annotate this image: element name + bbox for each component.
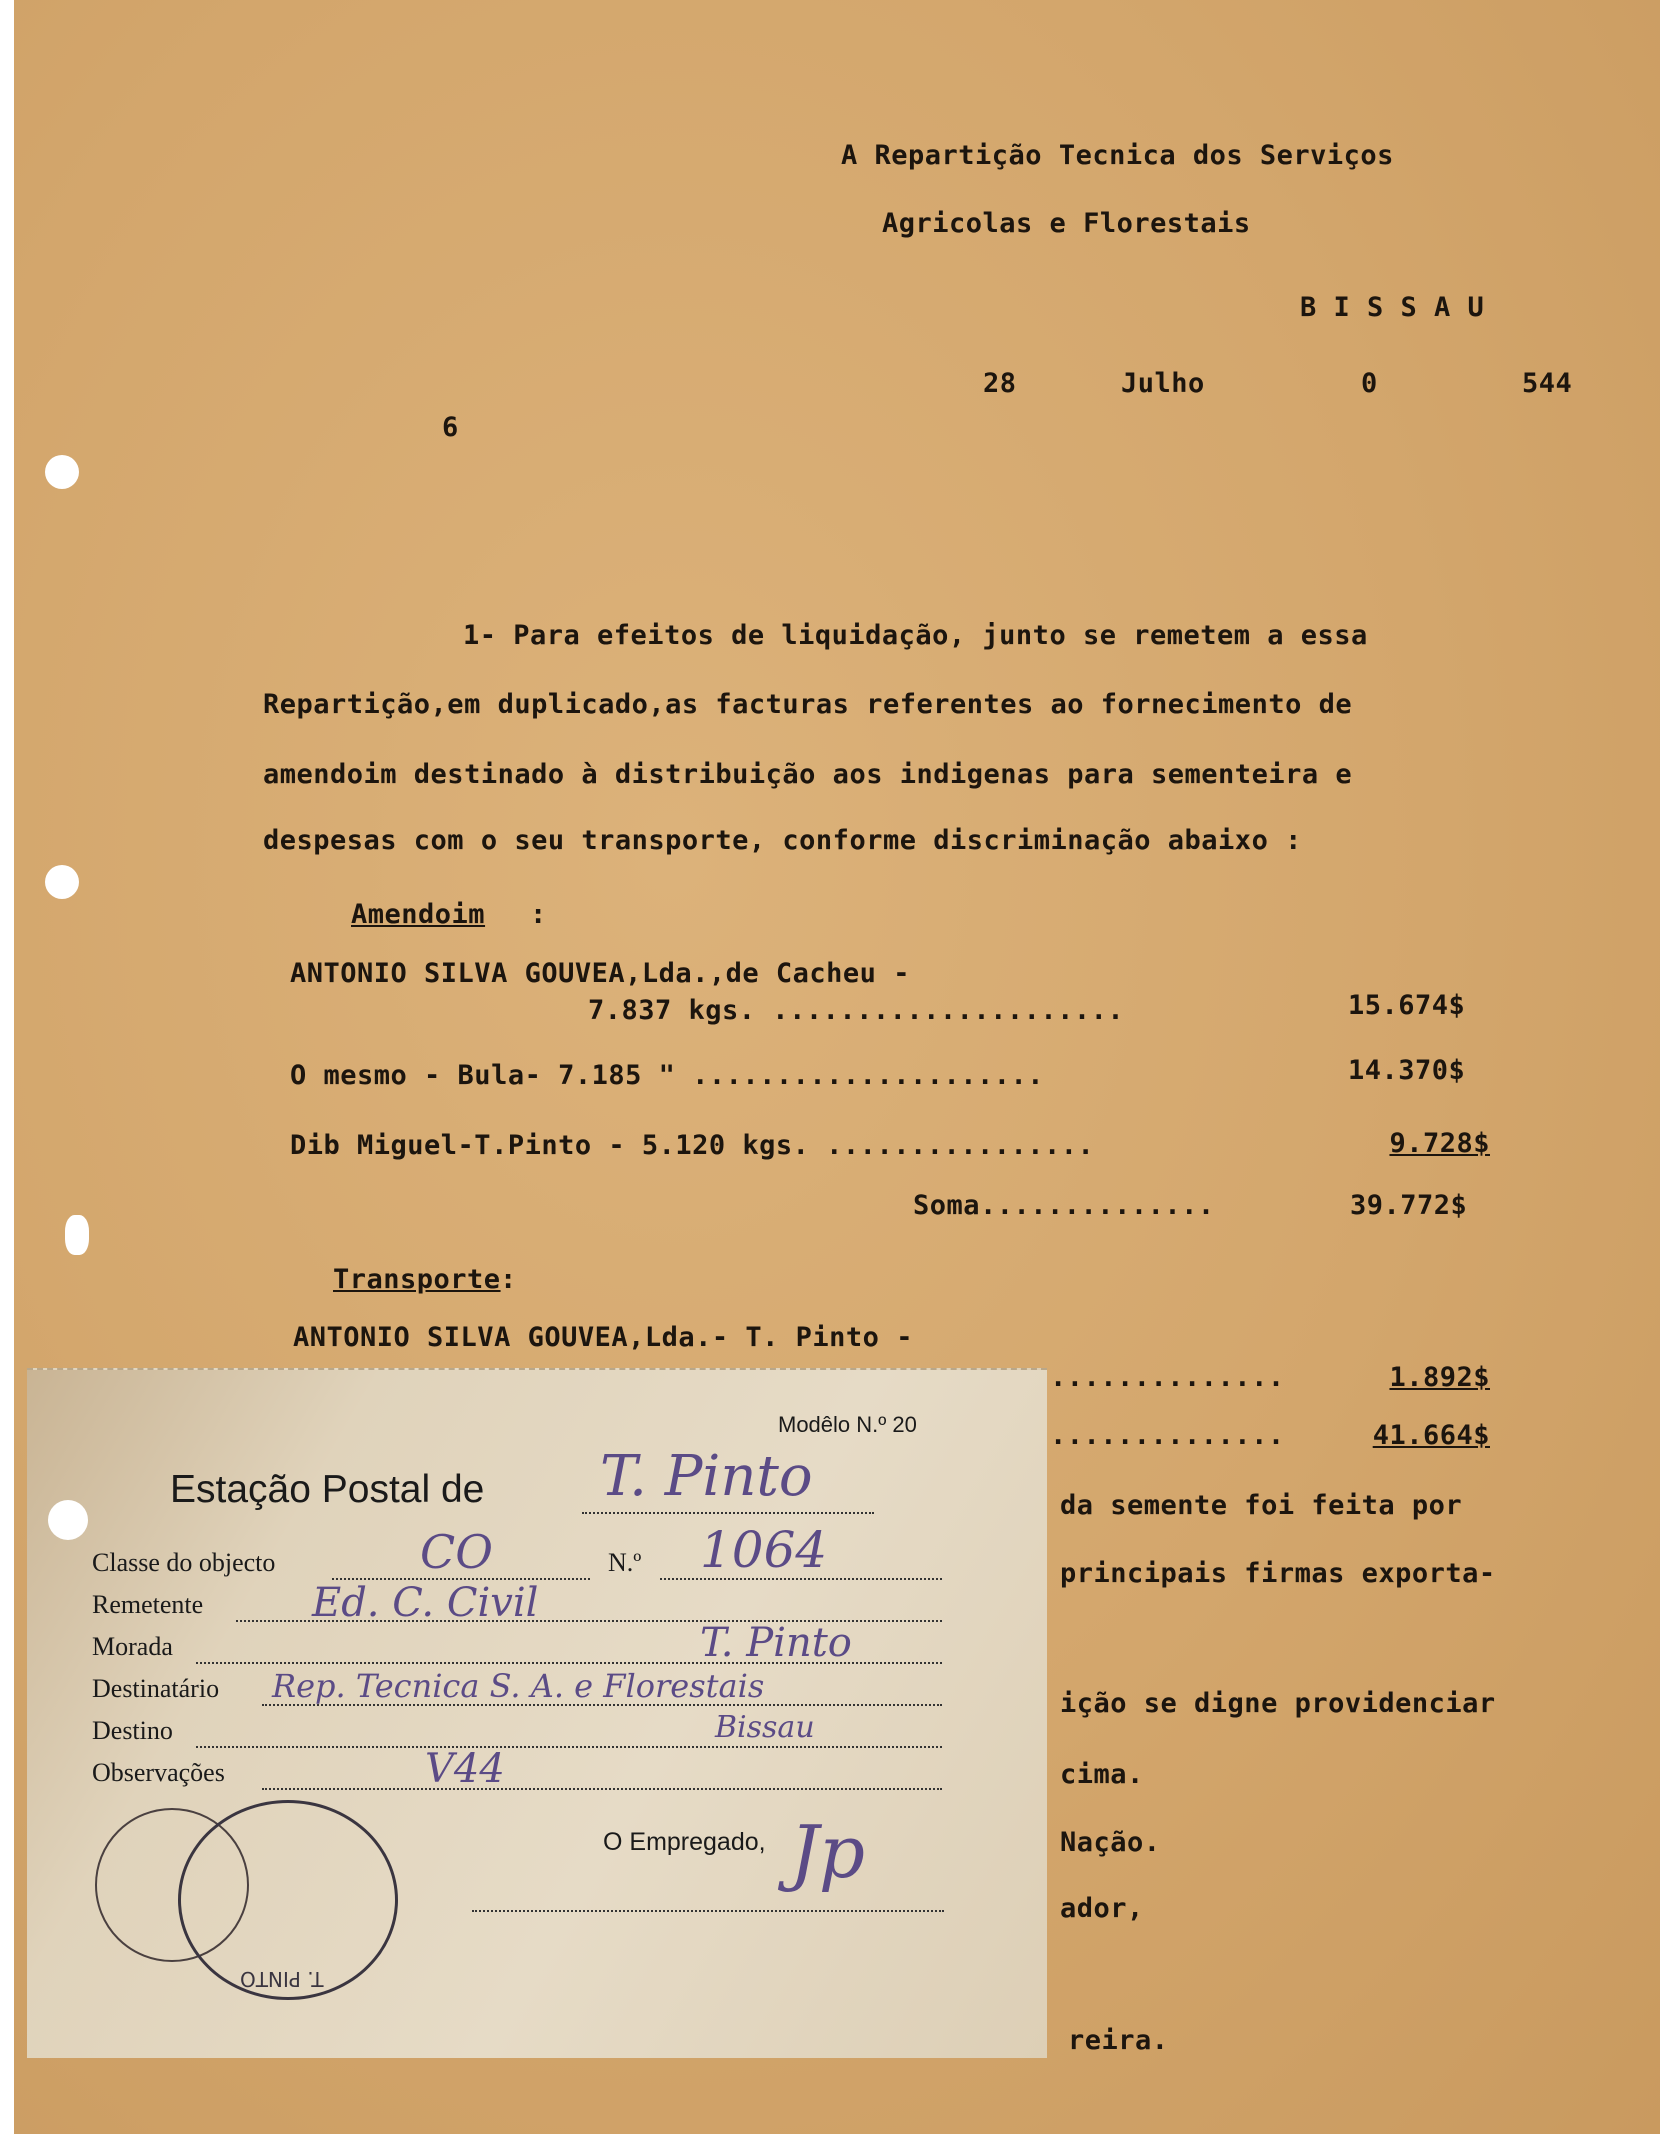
model-number: Modêlo N.º 20	[778, 1412, 917, 1437]
field-line	[262, 1788, 942, 1790]
date-year-mark: 0	[1361, 368, 1378, 399]
label-destinatario: Destinatário	[92, 1674, 220, 1703]
signature-line	[472, 1910, 944, 1912]
transport-line: ANTONIO SILVA GOUVEA,Lda.- T. Pinto -	[293, 1322, 913, 1353]
date-day: 28	[983, 368, 1017, 399]
item-amount: 14.370$	[1348, 1055, 1466, 1086]
item-line: Dib Miguel-T.Pinto - 5.120 kgs. ................	[290, 1130, 1095, 1161]
transport-dots: ..............	[1050, 1362, 1285, 1393]
label-classe: Classe do objecto	[92, 1548, 276, 1577]
total-amount: 41.664$	[1372, 1420, 1490, 1451]
punch-hole	[65, 1215, 89, 1255]
item-line: ANTONIO SILVA GOUVEA,Lda.,de Cacheu -	[290, 958, 910, 989]
text-fragment: ador,	[1060, 1893, 1144, 1924]
punch-hole	[48, 1500, 88, 1540]
item-line: 7.837 kgs. .....................	[588, 995, 1125, 1026]
colon: :	[530, 899, 547, 930]
handwritten-destinatario: Rep. Tecnica S. A. e Florestais	[272, 1667, 765, 1705]
transport-amount: 1.892$	[1389, 1362, 1490, 1393]
postmark-text: T. PINTO	[240, 1967, 324, 1991]
file-number: 6	[442, 412, 459, 443]
section-transporte: Transporte	[333, 1264, 501, 1295]
text-fragment: ição se digne providenciar	[1060, 1688, 1496, 1719]
label-destino: Destino	[92, 1716, 173, 1745]
recipient-line-2: Agricolas e Florestais	[882, 208, 1251, 239]
paragraph-line: amendoim destinado à distribuição aos indigenas para sementeira e	[263, 759, 1353, 790]
text-fragment: reira.	[1068, 2025, 1169, 2056]
slip-title: Estação Postal de	[170, 1468, 485, 1511]
field-line	[196, 1746, 942, 1748]
date-month: Julho	[1121, 368, 1205, 399]
item-amount: 15.674$	[1348, 990, 1466, 1021]
recipient-line-1: A Repartição Tecnica dos Serviços	[841, 140, 1394, 171]
handwritten-classe: CO	[420, 1525, 493, 1579]
label-morada: Morada	[92, 1632, 173, 1661]
punch-hole	[45, 865, 79, 899]
handwritten-station: T. Pinto	[600, 1444, 813, 1509]
city: B I S S A U	[1300, 292, 1485, 323]
label-numero: N.º	[608, 1548, 642, 1577]
handwritten-destino: Bissau	[715, 1710, 815, 1745]
reference-number: 544	[1522, 368, 1573, 399]
text-fragment: Nação.	[1060, 1827, 1161, 1858]
item-amount: 9.728$	[1389, 1128, 1490, 1159]
paragraph-line: 1- Para efeitos de liquidação, junto se remetem a essa	[463, 620, 1368, 651]
employee-signature: Jp	[790, 1810, 865, 1894]
colon: :	[500, 1264, 517, 1295]
text-fragment: principais firmas exporta-	[1060, 1558, 1496, 1589]
employee-label: O Empregado,	[603, 1828, 766, 1856]
text-fragment: cima.	[1060, 1759, 1144, 1790]
soma-label: Soma..............	[913, 1190, 1215, 1221]
text-fragment: da semente foi feita por	[1060, 1490, 1463, 1521]
handwritten-observacoes: V44	[425, 1746, 505, 1792]
label-remetente: Remetente	[92, 1590, 204, 1619]
total-dots: ..............	[1050, 1420, 1285, 1451]
station-line	[582, 1512, 874, 1514]
paragraph-line: Repartição,em duplicado,as facturas referentes ao fornecimento de	[263, 689, 1353, 720]
paragraph-line: despesas com o seu transporte, conforme discriminação abaixo :	[263, 825, 1302, 856]
soma-amount: 39.772$	[1350, 1190, 1468, 1221]
handwritten-morada: T. Pinto	[700, 1620, 852, 1666]
item-line: O mesmo - Bula- 7.185 " .....................	[290, 1060, 1044, 1091]
punch-hole	[45, 455, 79, 489]
section-amendoim: Amendoim	[351, 899, 486, 930]
handwritten-numero: 1064	[700, 1521, 828, 1579]
label-observacoes: Observações	[92, 1758, 225, 1787]
handwritten-remetente: Ed. C. Civil	[312, 1580, 539, 1626]
